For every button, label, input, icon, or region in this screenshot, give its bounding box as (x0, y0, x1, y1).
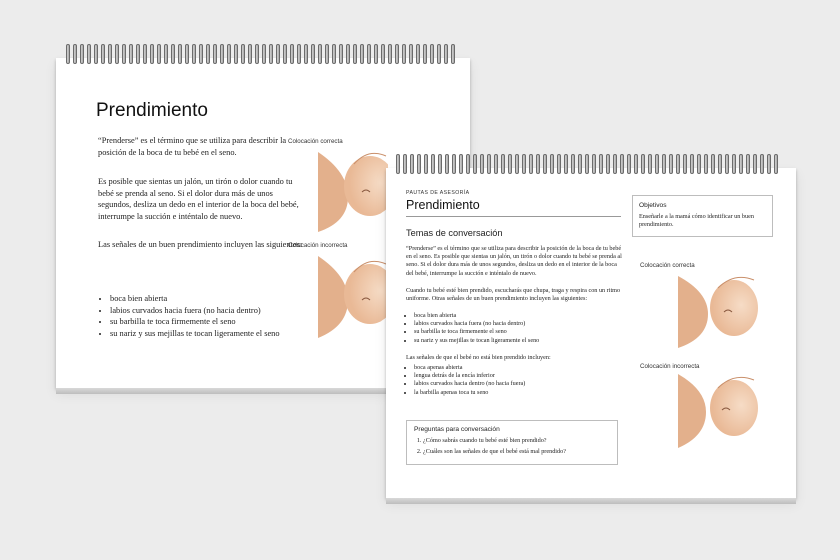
intro-paragraph: “Prenderse” es el término que se utiliza para describir la posición de la boca de tu bebé en el seno. Es posible que sientas un jalón, un tirón o dolor cuando tu bebé se prenda al seno. Si el dolor dura más de unos segundos, desliza un dedo en el interior de la boca del bebé, interrumpe la succión e inténtalo de nuevo. (406, 245, 622, 277)
spiral-ring (234, 44, 238, 64)
spiral-ring (136, 44, 140, 64)
spiral-ring (388, 44, 392, 64)
spiral-ring (220, 44, 224, 64)
spiral-ring (290, 44, 294, 64)
spiral-ring (150, 44, 154, 64)
section-kicker: PAUTAS DE ASESORÍA (406, 190, 470, 196)
spiral-ring (725, 154, 729, 174)
list-item: • boca bien abierta (414, 312, 624, 320)
spiral-ring (143, 44, 147, 64)
spiral-ring (564, 154, 568, 174)
spiral-ring (613, 154, 617, 174)
bad-latch-list (408, 364, 624, 397)
spiral-ring (697, 154, 701, 174)
spiral-ring (739, 154, 743, 174)
spiral-ring (227, 44, 231, 64)
spiral-ring (438, 154, 442, 174)
spiral-ring (241, 44, 245, 64)
good-latch-list (408, 312, 624, 345)
incorrect-latch-illustration (678, 368, 758, 448)
spiral-ring (543, 154, 547, 174)
spiral-ring (767, 154, 771, 174)
spiral-ring (416, 44, 420, 64)
good-latch-paragraph: Cuando tu bebé esté bien prendido, escucharás que chupa, traga y respira con un ritmo uniforme. Otras señales de un buen prendimiento incluyen las siguientes: (406, 287, 621, 303)
spiral-ring (417, 154, 421, 174)
objectives-box (632, 195, 773, 237)
flipchart-front-page (386, 168, 796, 498)
spiral-ring (669, 154, 673, 174)
list-item: • su nariz y sus mejillas te tocan ligeramente el seno (414, 337, 624, 345)
spiral-ring (402, 44, 406, 64)
spiral-ring (529, 154, 533, 174)
list-item: • boca bien abierta (110, 293, 310, 305)
intro-paragraph: “Prenderse” es el término que se utiliza para describir la posición de la boca de tu bebé en el seno. (98, 136, 287, 157)
spiral-ring (445, 154, 449, 174)
spiral-ring (662, 154, 666, 174)
spiral-ring (164, 44, 168, 64)
spiral-ring (353, 44, 357, 64)
conversation-heading: Preguntas para conversación (414, 426, 500, 433)
caption-correct: Colocación correcta (288, 138, 343, 145)
list-item: • labios curvados hacia fuera (no hacia dentro) (414, 320, 624, 328)
spiral-ring (360, 44, 364, 64)
spiral-ring (760, 154, 764, 174)
spiral-ring (403, 154, 407, 174)
caption-incorrect: Colocación incorrecta (288, 242, 348, 249)
spiral-ring (557, 154, 561, 174)
spiral-ring (129, 44, 133, 64)
spiral-ring (571, 154, 575, 174)
list-item: • boca apenas abierta (414, 364, 624, 372)
spiral-ring (381, 44, 385, 64)
spiral-ring (283, 44, 287, 64)
page-stack-edge (386, 498, 796, 504)
correct-latch-illustration (318, 142, 388, 232)
spiral-ring (494, 154, 498, 174)
spiral-binding (396, 154, 781, 174)
spiral-ring (620, 154, 624, 174)
objectives-heading: Objetivos (639, 202, 667, 209)
spiral-ring (269, 44, 273, 64)
spiral-ring (431, 154, 435, 174)
spiral-ring (206, 44, 210, 64)
spiral-ring (297, 44, 301, 64)
spiral-ring (718, 154, 722, 174)
list-item: • su barbilla te toca firmemente el seno (110, 316, 310, 328)
section-subtitle: Temas de conversación (406, 228, 503, 238)
correct-latch-illustration (678, 268, 758, 348)
spiral-ring (339, 44, 343, 64)
question-item: 2. ¿Cuáles son las señales de que el bebé está mal prendido? (423, 447, 610, 458)
objectives-text: Enseñarle a la mamá cómo identificar un buen prendimiento. (639, 213, 754, 229)
spiral-ring (774, 154, 778, 174)
spiral-ring (332, 44, 336, 64)
conversation-questions-box (406, 420, 618, 465)
spiral-ring (753, 154, 757, 174)
spiral-ring (704, 154, 708, 174)
spiral-ring (690, 154, 694, 174)
spiral-ring (199, 44, 203, 64)
page-title: Prendimiento (406, 198, 480, 212)
spiral-ring (171, 44, 175, 64)
bad-latch-paragraph: Las señales de que el bebé no está bien prendido incluyen: (406, 354, 551, 361)
spiral-ring (80, 44, 84, 64)
spiral-ring (409, 44, 413, 64)
spiral-ring (508, 154, 512, 174)
spiral-ring (648, 154, 652, 174)
spiral-ring (634, 154, 638, 174)
spiral-ring (599, 154, 603, 174)
spiral-ring (157, 44, 161, 64)
spiral-ring (459, 154, 463, 174)
spiral-ring (451, 44, 455, 64)
spiral-ring (536, 154, 540, 174)
spiral-ring (424, 154, 428, 174)
spiral-ring (683, 154, 687, 174)
spiral-ring (550, 154, 554, 174)
spiral-ring (346, 44, 350, 64)
list-item: • su nariz y sus mejillas te tocan ligeramente el seno (110, 328, 310, 340)
spiral-ring (444, 44, 448, 64)
spiral-ring (437, 44, 441, 64)
spiral-ring (501, 154, 505, 174)
spiral-ring (325, 44, 329, 64)
spiral-ring (578, 154, 582, 174)
question-item: 1. ¿Cómo sabrás cuando tu bebé esté bien prendido? (423, 436, 610, 447)
list-item: • lengua detrás de la encía inferior (414, 372, 624, 380)
signs-paragraph: Las señales de un buen prendimiento incluyen las siguientes: (98, 240, 303, 249)
page-title: Prendimiento (96, 100, 208, 121)
spiral-ring (262, 44, 266, 64)
spiral-ring (87, 44, 91, 64)
spiral-ring (185, 44, 189, 64)
spiral-ring (367, 44, 371, 64)
spiral-ring (311, 44, 315, 64)
spiral-ring (452, 154, 456, 174)
spiral-ring (374, 44, 378, 64)
spiral-ring (115, 44, 119, 64)
caption-incorrect: Colocación incorrecta (640, 363, 700, 370)
spiral-ring (423, 44, 427, 64)
spiral-ring (466, 154, 470, 174)
spiral-ring (606, 154, 610, 174)
spiral-ring (276, 44, 280, 64)
spiral-ring (213, 44, 217, 64)
spiral-ring (522, 154, 526, 174)
spiral-ring (395, 44, 399, 64)
spiral-binding (66, 44, 458, 64)
spiral-ring (592, 154, 596, 174)
spiral-ring (73, 44, 77, 64)
spiral-ring (585, 154, 589, 174)
list-item: • la barbilla apenas toca tu seno (414, 389, 624, 397)
spiral-ring (711, 154, 715, 174)
spiral-ring (655, 154, 659, 174)
spiral-ring (101, 44, 105, 64)
list-item: • su barbilla te toca firmemente el seno (414, 328, 624, 336)
spiral-ring (746, 154, 750, 174)
spiral-ring (108, 44, 112, 64)
title-divider (406, 216, 621, 217)
spiral-ring (732, 154, 736, 174)
incorrect-latch-illustration (318, 248, 388, 338)
spiral-ring (255, 44, 259, 64)
spiral-ring (122, 44, 126, 64)
spiral-ring (487, 154, 491, 174)
spiral-ring (430, 44, 434, 64)
pain-paragraph: Es posible que sientas un jalón, un tirón o dolor cuando tu bebé se prenda al seno. Si el dolor dura más de unos segundos, desliza un dedo en el interior de la boca del bebé, interrumpe la succión e inténtalo de nuevo. (98, 177, 299, 221)
spiral-ring (192, 44, 196, 64)
spiral-ring (304, 44, 308, 64)
spiral-ring (248, 44, 252, 64)
spiral-ring (396, 154, 400, 174)
spiral-ring (318, 44, 322, 64)
spiral-ring (410, 154, 414, 174)
list-item: • labios curvados hacia dentro (no hacia fuera) (414, 380, 624, 388)
spiral-ring (627, 154, 631, 174)
caption-correct: Colocación correcta (640, 262, 695, 269)
good-latch-list (102, 293, 310, 339)
question-list (414, 436, 610, 457)
spiral-ring (641, 154, 645, 174)
spiral-ring (480, 154, 484, 174)
spiral-ring (94, 44, 98, 64)
list-item: • labios curvados hacia fuera (no hacia dentro) (110, 305, 310, 317)
spiral-ring (66, 44, 70, 64)
spiral-ring (515, 154, 519, 174)
spiral-ring (676, 154, 680, 174)
spiral-ring (178, 44, 182, 64)
spiral-ring (473, 154, 477, 174)
